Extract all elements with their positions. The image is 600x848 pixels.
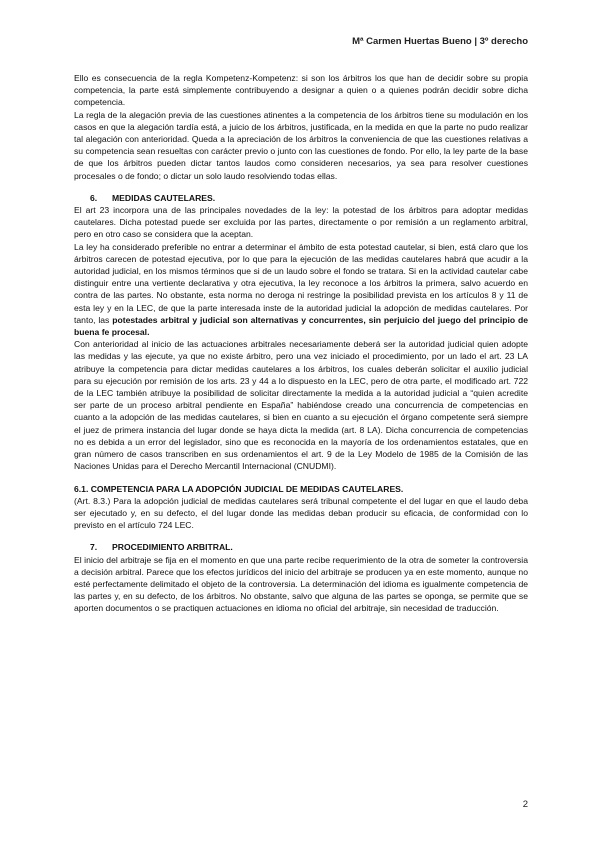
section-6-paragraph-2-text: La ley ha considerado preferible no entrar a determinar el ámbito de esta potestad cautelar, si bien, está claro que los árbitros carecen de potestad ejecutiva, por lo que para la ejecución de las medidas cautelares habrá que acudir a la autoridad judicial, en los mismos términos que si de un laudo sobre el fondo se tratara. Si en la actividad cautelar cabe distinguir entre una vertiente declarativa y otra ejecutiva, la ley reconoce a los árbitros la primera, salvo acuerdo en contra de las partes. No obstante, esta norma no deroga ni restringe la posibilidad prevista en los artículos 8 y 11 de esta ley y en la LEC, de que la parte interesada inste de la autoridad judicial la adopción de medidas cautelares. Por tanto, las [74, 241, 528, 325]
section-6-paragraph-1: El art 23 incorpora una de las principales novedades de la ley: la potestad de los árbitros para adoptar medidas cautelares. Dicha potestad puede ser excluida por las partes, directamente o por remisión a un reglamento arbitral, pero en otro caso se considera que la aceptan. [74, 205, 528, 240]
section-6-number: 6. [90, 192, 98, 203]
section-6-paragraph-2-bold: potestades arbitral y judicial son alternativas y concurrentes, sin perjuicio del juego del principio de buena fe procesal. [74, 314, 528, 338]
section-7-number: 7. [90, 542, 98, 553]
section-6-1-heading: 6.1. COMPETENCIA PARA LA ADOPCIÓN JUDICIAL DE MEDIDAS CAUTELARES. [74, 483, 404, 494]
section-7-paragraph: El inicio del arbitraje se fija en el momento en que una parte recibe requerimiento de la otra de someter la controversia a decisión arbitral. Parece que los efectos jurídicos del inicio del arbitraje se producen ya en este momento, aunque no esté perfectamente delimitado el objeto de la controversia. La determinación del idioma es igualmente competencia de las partes y, en su defecto, de los árbitros. No obstante, salvo que alguna de las partes se oponga, se permite que se aporten documentos o se practiquen actuaciones en idioma no oficial del arbitraje, sin necesidad de traducción. [74, 554, 528, 614]
section-6-title: MEDIDAS CAUTELARES. [112, 192, 216, 203]
section-6-paragraph-3: Con anterioridad al inicio de las actuaciones arbitrales necesariamente deberá ser la autoridad judicial quien adopte las medidas y las ejecute, ya que no existe árbitro, pero una vez iniciado el procedimiento, por un lado el art. 23 LA atribuye la competencia para dictar medidas cautelares a los árbitros, los cuales deberán solicitar el auxilio judicial para su ejecución por remisión de los arts. 23 y 44 a lo dispuesto en la LEC, pero de otra parte, el modificado art. 722 de la LEC también atribuye la posibilidad de solicitar directamente la medida a la autoridad judicial a “quien acredite ser parte de un proceso arbitral pendiente en España” habiéndose creado una concurrencia de competencias en cuanto a la adopción de las medidas cautelares, si bien en cuanto a su ejecución el órgano competente será siempre el juez de primera instancia del lugar donde se haya dicta la medida (art. 8 LA). Dicha concurrencia de competencias no es debida a un error del legislador, sino que es reconocida en la mayoría de los ordenamientos estatales, que en gran número de casos transcriben en sus ordenamientos el art. 9 de la Ley Modelo de 1985 de la Comisión de las Naciones Unidas para el Derecho Mercantil Internacional (CNUDMI). [74, 339, 528, 472]
page-number: 2 [522, 799, 528, 810]
section-7-heading [74, 541, 528, 553]
section-6-paragraph-2 [74, 241, 528, 339]
document-body [74, 72, 528, 615]
intro-paragraph-2: La regla de la alegación previa de las cuestiones atinentes a la competencia de los árbitros tiene su modulación en los casos en que la alegación tardía está, a juicio de los árbitros, justificada, en la medida en que la parte no pudo realizar tal alegación con anterioridad. Queda a la apreciación de los árbitros la conveniencia de que las cuestiones relativas a su competencia sean resueltas con carácter previo o junto con las cuestiones de fondo. Por ello, la ley parte de la base de que los árbitros pueden dictar tantos laudos como consideren necesarios, ya sea para resolver cuestiones procesales o de fondo; o dictar un solo laudo resolviendo todas ellas. [74, 109, 528, 181]
page-header: Mª Carmen Huertas Bueno | 3º derecho [352, 36, 528, 47]
intro-paragraph-1: Ello es consecuencia de la regla Kompetenz-Kompetenz: si son los árbitros los que han de decidir sobre su propia competencia, la parte está simplemente contribuyendo a designar a quien o a quienes podrán decidir sobre dicha competencia. [74, 73, 528, 108]
section-7-title: PROCEDIMIENTO ARBITRAL. [112, 542, 233, 553]
section-6-heading [74, 192, 528, 204]
section-6-1-paragraph: (Art. 8.3.) Para la adopción judicial de medidas cautelares será tribunal competente el del lugar en que el laudo deba ser ejecutado y, en su defecto, el del lugar donde las medidas deban producir su eficacia, de conformidad con lo previsto en el artículo 724 LEC. [74, 495, 528, 531]
